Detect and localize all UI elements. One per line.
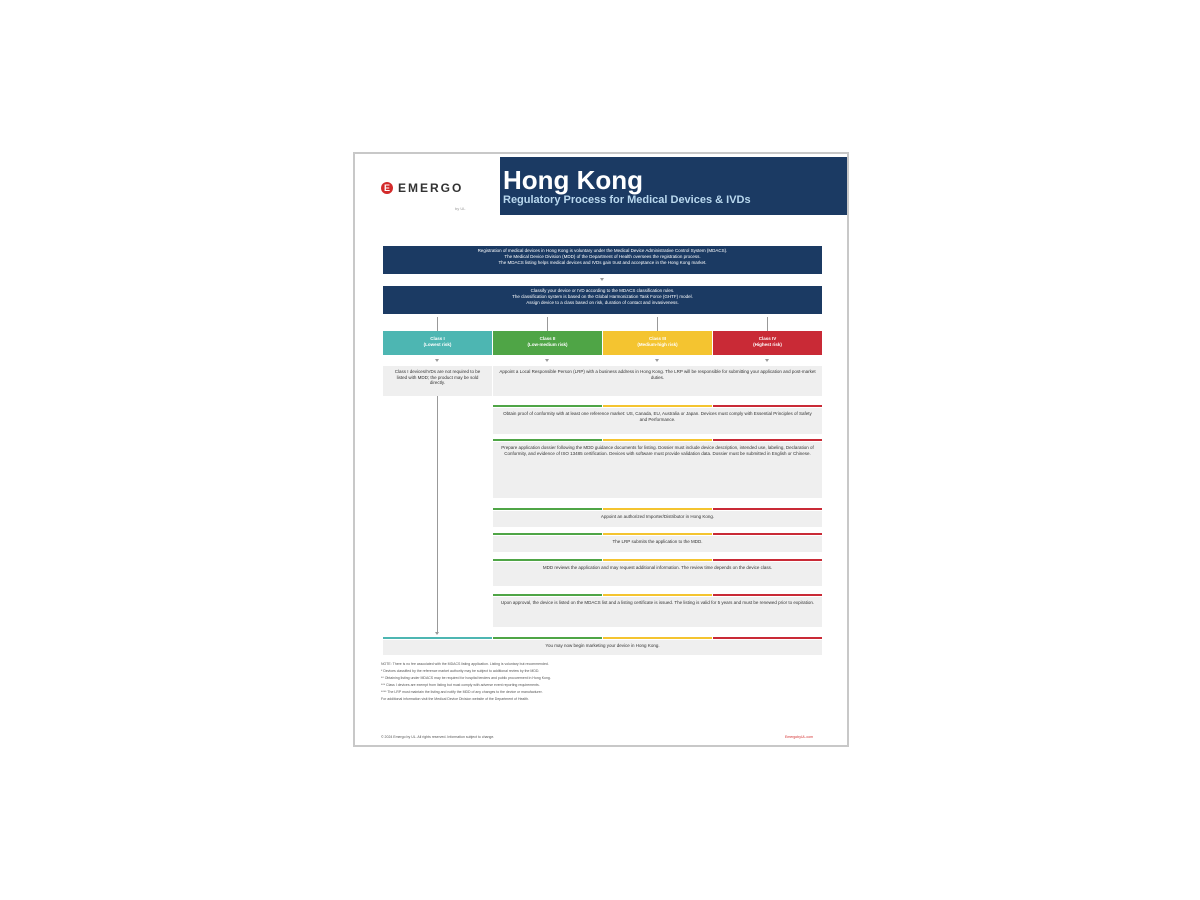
page-title: Hong Kong: [503, 165, 644, 195]
intro-line: Registration of medical devices in Hong Kong is voluntary under the Medical Device Administrative Control System (MDACS).: [477, 248, 728, 253]
class-iv-bar: [713, 637, 822, 639]
classify-box: [383, 286, 822, 314]
footer-website-link[interactable]: EmergobyUL.com: [785, 735, 814, 739]
arrow-down-icon: [545, 359, 549, 362]
footnote: NOTE: There is no fee associated with the MDACS listing application. Listing is voluntary but recommended.: [381, 662, 549, 666]
class-sub: (Highest risk): [753, 342, 782, 347]
classify-line: Assign device to a class based on risk, duration of contact and invasiveness.: [526, 300, 679, 305]
step-local-responsible-person: Appoint a Local Responsible Person (LRP) with a business address in Hong Kong. The LRP will be responsible for submitting your application and post-market duties.: [493, 366, 822, 396]
footnote: *** Class I devices are exempt from listing but must comply with adverse event reporting requirements.: [381, 683, 540, 687]
connector-line: [657, 317, 658, 331]
class-iv-bar: [713, 533, 822, 535]
class-sub: (Low-medium risk): [527, 342, 568, 347]
class-ii-bar: [493, 405, 602, 407]
class-iv-bar: [713, 439, 822, 441]
arrow-down-icon: [435, 359, 439, 362]
classify-line: The classification system is based on the Global Harmonization Task Force (GHTF) model.: [512, 294, 693, 299]
class-sub: (Lowest risk): [423, 342, 452, 347]
class-iii-bar: [603, 533, 712, 535]
class-ii-box: [493, 331, 602, 355]
class-label: Class IV: [758, 336, 777, 341]
class-ii-bar: [493, 508, 602, 510]
class-i-note: Class I devices/IVDs are not required to be listed with MDD; the product may be sold directly.: [383, 366, 492, 396]
step-begin-marketing: You may now begin marketing your device in Hong Kong.: [383, 640, 822, 655]
logo-subtext: by UL: [455, 206, 466, 211]
class-iii-bar: [603, 559, 712, 561]
class-iv-bar: [713, 594, 822, 596]
class-iii-bar: [603, 439, 712, 441]
footnote: For additional information visit the Medical Device Division website of the Department of Health.: [381, 697, 530, 701]
copyright-text: © 2024 Emergo by UL. All rights reserved. Information subject to change.: [381, 735, 495, 739]
page-subtitle: Regulatory Process for Medical Devices & IVDs: [503, 194, 751, 206]
class-label: Class III: [648, 336, 666, 341]
arrow-down-icon: [765, 359, 769, 362]
connector-line: [767, 317, 768, 331]
class-ii-bar: [493, 559, 602, 561]
connector-line: [437, 317, 438, 331]
class-iii-box: [603, 331, 712, 355]
class-i-box: [383, 331, 492, 355]
emergo-logo-text: EMERGO: [398, 181, 464, 195]
class-iv-bar: [713, 508, 822, 510]
class-i-bar: [383, 637, 492, 639]
footnote: * Devices classified by the reference market authority may be subject to additional review by the MDD.: [381, 669, 540, 673]
regulatory-chart-page: [353, 152, 849, 747]
class-ii-bar: [493, 439, 602, 441]
arrow-down-icon: [435, 632, 439, 635]
footnote: **** The LRP must maintain the listing and notify the MDD of any changes to the device or manufacturer.: [381, 690, 543, 694]
class-iii-bar: [603, 405, 712, 407]
class-iii-bar: [603, 594, 712, 596]
class-iv-bar: [713, 559, 822, 561]
class-label: Class II: [539, 336, 556, 341]
class-label: Class I: [430, 336, 445, 341]
class-iv-bar: [713, 405, 822, 407]
footnote: ** Obtaining listing under MDACS may be required for hospital tenders and public procurement in Hong Kong.: [381, 676, 551, 680]
emergo-logo-icon: E: [381, 182, 393, 194]
class-sub: (Medium-high risk): [637, 342, 678, 347]
step-mdd-review: MDD reviews the application and may request additional information. The review time depends on the device class.: [493, 562, 822, 586]
classify-line: Classify your device or IVD according to the MDACS classification rules.: [530, 288, 675, 293]
step-submit-application: The LRP submits the application to the MDD.: [493, 536, 822, 552]
class-ii-bar: [493, 594, 602, 596]
class-ii-bar: [493, 533, 602, 535]
class-iii-bar: [603, 637, 712, 639]
step-prepare-dossier: Prepare application dossier following the MDD guidance documents for listing. Dossier must include device description, intended use, labeling, Declaration of Conformity, and evidence of ISO 13485 certification. Devices with software must provide validation data. Dossier must be submitted in English or Chinese.: [493, 442, 822, 498]
intro-line: The Medical Device Division (MDD) of the Department of Health oversees the registration process.: [504, 254, 701, 259]
step-reference-conformity: Obtain proof of conformity with at least one reference market: US, Canada, EU, Australia or Japan. Devices must comply with Essential Principles of Safety and Performance.: [493, 408, 822, 434]
intro-box: [383, 246, 822, 274]
class-iv-box: [713, 331, 822, 355]
class-iii-bar: [603, 508, 712, 510]
connector-line: [547, 317, 548, 331]
arrow-down-icon: [655, 359, 659, 362]
class-ii-bar: [493, 637, 602, 639]
step-listing-approval: Upon approval, the device is listed on the MDACS list and a listing certificate is issued. The listing is valid for 5 years and must be renewed prior to expiration.: [493, 597, 822, 627]
emergo-logo: [381, 181, 463, 195]
step-appoint-importer: Appoint an authorized Importer/Distributor in Hong Kong.: [493, 511, 822, 527]
footnotes: [381, 661, 821, 703]
class-i-bypass-line: [437, 396, 438, 634]
intro-line: The MDACS listing helps medical devices and IVDs gain trust and acceptance in the Hong Kong market.: [498, 260, 707, 265]
arrow-down-icon: [600, 278, 604, 281]
